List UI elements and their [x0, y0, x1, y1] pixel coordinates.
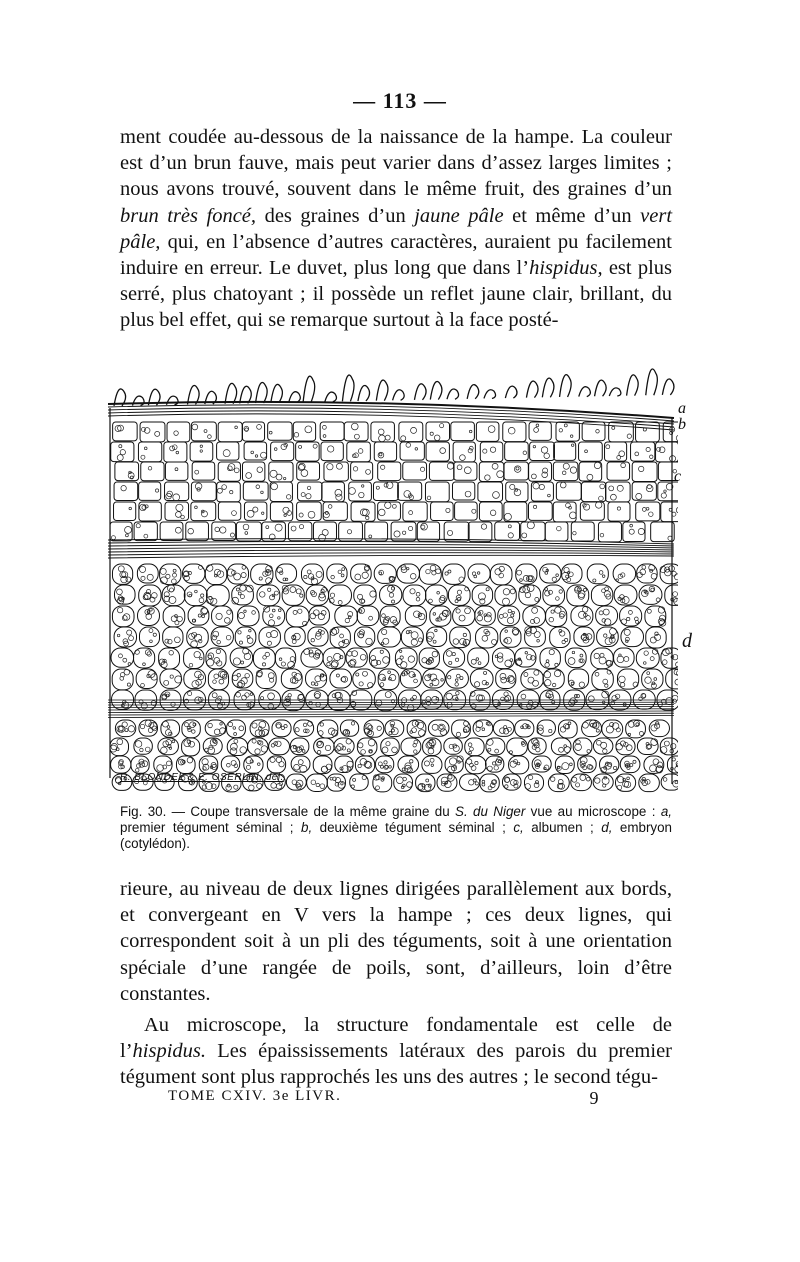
cell-section-illustration [108, 348, 678, 794]
caption-key: b, [301, 820, 313, 835]
artist-credit: R. BLONDEL & E. OSERLIN, del. [120, 772, 284, 783]
text-run: Au microscope, la structure fondamentale est celle de l’ [120, 1014, 672, 1063]
italic-term: jaune pâle [414, 204, 504, 227]
signature-mark: 9 [589, 1088, 600, 1108]
paragraph-2: rieure, au niveau de deux lignes dirigées parallèlement aux bords, et convergeant en V vers la hampe ; ces deux lignes, qui correspondent soit à un pli des téguments, soit à une orientation spéciale d’une rangée de poils, sont, d’ailleurs, loin d’être constantes. [120, 878, 672, 1005]
text-run: et même d’un [503, 204, 641, 227]
text-run: qui, en l’absence d’autres caractères, auraient pu facilement induire en erreur. Le duvet, plus long que dans l’ [120, 230, 672, 280]
label-d: d [682, 630, 692, 652]
caption-text: embryon (cotylédon). [120, 820, 672, 851]
page-number: — 113 — [353, 88, 447, 113]
text-run: ment coudée au-dessous de la naissance de la hampe. La couleur est d’un brun fauve, mais peut varier dans d’assez larges limites ; nous avons trouvé, souvent dans le même fruit, des graines d’un [120, 126, 672, 201]
text-run: Les épaississements latéraux des parois du premier tégument sont plus rapprochés les uns des autres ; le second tégu- [120, 1040, 672, 1089]
paragraph-1 [120, 124, 672, 334]
figure-micrograph [108, 348, 698, 794]
caption-text: albumen ; [523, 820, 602, 835]
italic-term: vert pâle, [120, 204, 673, 253]
caption-text: vue au microscope : [525, 804, 661, 819]
caption-text: deuxième tégument séminal ; [312, 820, 514, 835]
volume-mark: TOME CXIV. 3e LIVR. [168, 1088, 342, 1104]
italic-term: hispidus, [529, 257, 603, 280]
label-a: a [678, 400, 686, 417]
text-run: est plus serré, plus chatoyant ; il possède un reflet jaune clair, brillant, du plus bel effet, qui se remarque surtout à la face posté- [120, 257, 672, 332]
caption-species: S. du Niger [455, 804, 526, 819]
caption-text: premier tégument séminal ; [120, 820, 301, 835]
text-run: des graines d’un [256, 204, 415, 227]
italic-term: brun très foncé, [120, 204, 257, 227]
label-c: c [674, 468, 682, 485]
figure-caption [120, 804, 672, 852]
caption-key: a, [660, 804, 672, 819]
italic-term: hispidus. [132, 1040, 207, 1063]
caption-key: d, [601, 820, 613, 835]
paragraph-3 [120, 1012, 672, 1091]
caption-key: c, [513, 820, 524, 835]
label-b: b [678, 416, 686, 433]
caption-text: Fig. 30. — Coupe transversale de la même graine du [120, 804, 456, 819]
